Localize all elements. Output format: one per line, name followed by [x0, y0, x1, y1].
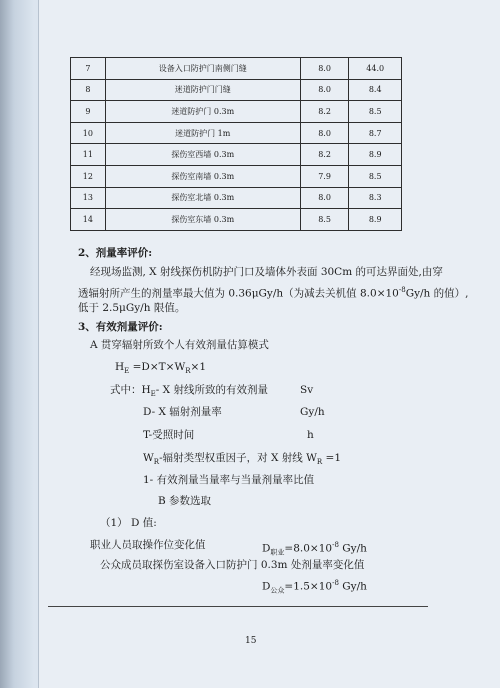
row-number: 7 — [71, 58, 106, 80]
row-value-1: 8.2 — [300, 101, 349, 123]
row-value-2: 8.7 — [349, 122, 402, 144]
unit-sv: Sv — [300, 384, 314, 396]
row-value-1: 8.5 — [300, 209, 349, 231]
row-location: 迷道防护门 0.3m — [105, 101, 300, 123]
section2-paragraph-line1: 经现场监测, X 射线探伤机防护门口及墙体外表面 30Cm 的可达界面处,由穿 — [90, 266, 443, 278]
row-number: 10 — [71, 122, 106, 144]
row-value-1: 8.0 — [300, 58, 349, 80]
row-number: 9 — [71, 101, 106, 123]
row-number: 8 — [71, 79, 106, 101]
public-label: 公众成员取探伤室设备入口防护门 0.3m 处剂量率变化值 — [100, 559, 365, 571]
row-location: 探伤室西墙 0.3m — [105, 144, 300, 166]
row-location: 探伤室东墙 0.3m — [105, 209, 300, 231]
row-value-2: 8.5 — [349, 101, 402, 123]
table-row — [71, 79, 402, 101]
table-row — [71, 165, 402, 187]
table-row — [71, 58, 402, 80]
page-number: 15 — [245, 636, 257, 646]
item-b: B 参数选取 — [158, 495, 212, 507]
row-value-1: 8.2 — [300, 144, 349, 166]
occupational-value: $D_{职业}=8.0\times 10^{-8}$ Gy/h — [262, 541, 367, 557]
row-value-2: 8.4 — [349, 79, 402, 101]
where-he: 式中：$H_E-$ X 射线所致的有效剂量 — [110, 384, 268, 399]
occupational-label: 职业人员取操作位变化值 — [90, 539, 206, 551]
footer-rule — [48, 606, 428, 607]
row-location: 探伤室南墙 0.3m — [105, 165, 300, 187]
table-row — [71, 144, 402, 166]
row-value-2: 8.9 — [349, 144, 402, 166]
model-title: A 贯穿辐射所致个人有效剂量估算模式 — [90, 339, 269, 351]
section3-heading: 3、有效剂量评价: — [78, 321, 163, 333]
table-row — [71, 209, 402, 231]
section2-paragraph-line2: 透辐射所产生的剂量率最大值为 0.36μGy/h（为减去关机值 $8.0\times 10^{-8}Gy/h$ 的值）, — [78, 286, 469, 300]
table-row — [71, 122, 402, 144]
measurement-table — [70, 57, 402, 231]
d-value-heading: （1） D 值: — [100, 517, 157, 529]
row-number: 11 — [71, 144, 106, 166]
row-value-2: 8.5 — [349, 165, 402, 187]
row-number: 13 — [71, 187, 106, 209]
row-location: 设备入口防护门南侧门缝 — [105, 58, 300, 80]
table-row — [71, 187, 402, 209]
unit-h: h — [307, 429, 314, 441]
row-number: 12 — [71, 165, 106, 187]
section2-paragraph-line3: 低于 2.5μGy/h 限值。 — [78, 302, 186, 314]
unit-gy-h: Gy/h — [300, 406, 325, 418]
row-number: 14 — [71, 209, 106, 231]
row-location: 迷道防护门门缝 — [105, 79, 300, 101]
formula: $H_E =D\times T\times W_R\times 1$ — [115, 361, 207, 376]
t-definition: T-受照时间 — [143, 429, 195, 441]
d-definition: D- X 辐射剂量率 — [143, 406, 222, 418]
row-value-1: 7.9 — [300, 165, 349, 187]
public-value: $D_{公众}=1.5\times 10^{-8}$ Gy/h — [262, 579, 367, 595]
row-value-1: 8.0 — [300, 122, 349, 144]
row-value-1: 8.0 — [300, 187, 349, 209]
row-value-1: 8.0 — [300, 79, 349, 101]
table-row — [71, 101, 402, 123]
row-value-2: 44.0 — [349, 58, 402, 80]
row-location: 迷道防护门 1m — [105, 122, 300, 144]
row-location: 探伤室北墙 0.3m — [105, 187, 300, 209]
item-1: 1- 有效剂量当量率与当量剂量率比值 — [143, 474, 315, 486]
row-value-2: 8.9 — [349, 209, 402, 231]
section2-heading: 2、剂量率评价: — [78, 247, 153, 259]
w-definition: $W_R-$辐射类型权重因子，对 X 射线 $W_R =1$ — [143, 452, 342, 467]
row-value-2: 8.3 — [349, 187, 402, 209]
